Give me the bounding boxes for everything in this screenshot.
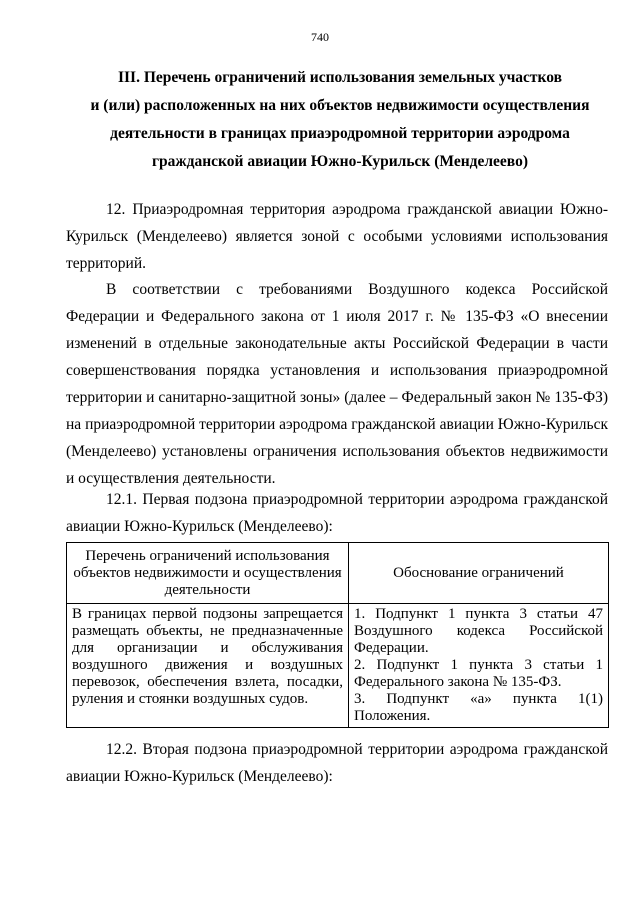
justification-item-2: 2. Подпункт 1 пункта 3 статьи 1 Федерального закона № 135-ФЗ.	[354, 657, 603, 690]
heading-line-4: гражданской авиации Южно-Курильск (Менделеево)	[151, 153, 528, 170]
restrictions-table-wrap	[66, 542, 608, 728]
table-row	[67, 604, 609, 728]
paragraph-12: 12. Приаэродромная территория аэродрома гражданской авиации Южно-Курильск (Менделеево) является зоной с особыми условиями использования территорий.	[66, 201, 608, 272]
heading-line-2: и (или) расположенных на них объектов недвижимости осуществления	[90, 97, 590, 114]
paragraph-law: В соответствии с требованиями Воздушного кодекса Российской Федерации и Федерального закона от 1 июля 2017 г. № 135-ФЗ «О внесении изменений в отдельные законодательные акты Российской Федерации в части совершенствования порядка установления и использования приаэродромной территории и санитарно-защитной зоны» (далее – Федеральный закон № 135-ФЗ) на приаэродромной территории аэродрома гражданской авиации Южно-Курильск (Менделеево) установлены ограничения использования объектов недвижимости и осуществления деятельности.	[66, 281, 608, 487]
heading-line-1: III. Перечень ограничений использования земельных участков	[117, 69, 563, 86]
restriction-cell: В границах первой подзоны запрещается размещать объекты, не предназначенные для организации и обслуживания воздушного движения и воздушных перевозок, обеспечения взлета, посадки, руления и стоянки воздушных судов.	[67, 604, 349, 728]
table-header-restrictions: Перечень ограничений использования объектов недвижимости и осуществления деятельности	[67, 543, 349, 604]
table-header-row	[67, 543, 609, 604]
table-header-justification: Обоснование ограничений	[349, 543, 609, 604]
section-heading	[80, 64, 600, 176]
justification-item-1: 1. Подпункт 1 пункта 3 статьи 47 Воздушного кодекса Российской Федерации.	[354, 606, 603, 656]
page-number: 740	[311, 30, 329, 44]
restrictions-table	[66, 542, 609, 728]
justification-item-3: 3. Подпункт «а» пункта 1(1) Положения.	[354, 691, 603, 724]
heading-line-3: деятельности в границах приаэродромной территории аэродрома	[110, 125, 570, 142]
paragraph-12-2: 12.2. Вторая подзона приаэродромной территории аэродрома гражданской авиации Южно-Курильск (Менделеево):	[66, 741, 608, 785]
paragraph-12-1: 12.1. Первая подзона приаэродромной территории аэродрома гражданской авиации Южно-Курильск (Менделеево):	[66, 491, 608, 535]
justification-cell	[349, 604, 609, 728]
